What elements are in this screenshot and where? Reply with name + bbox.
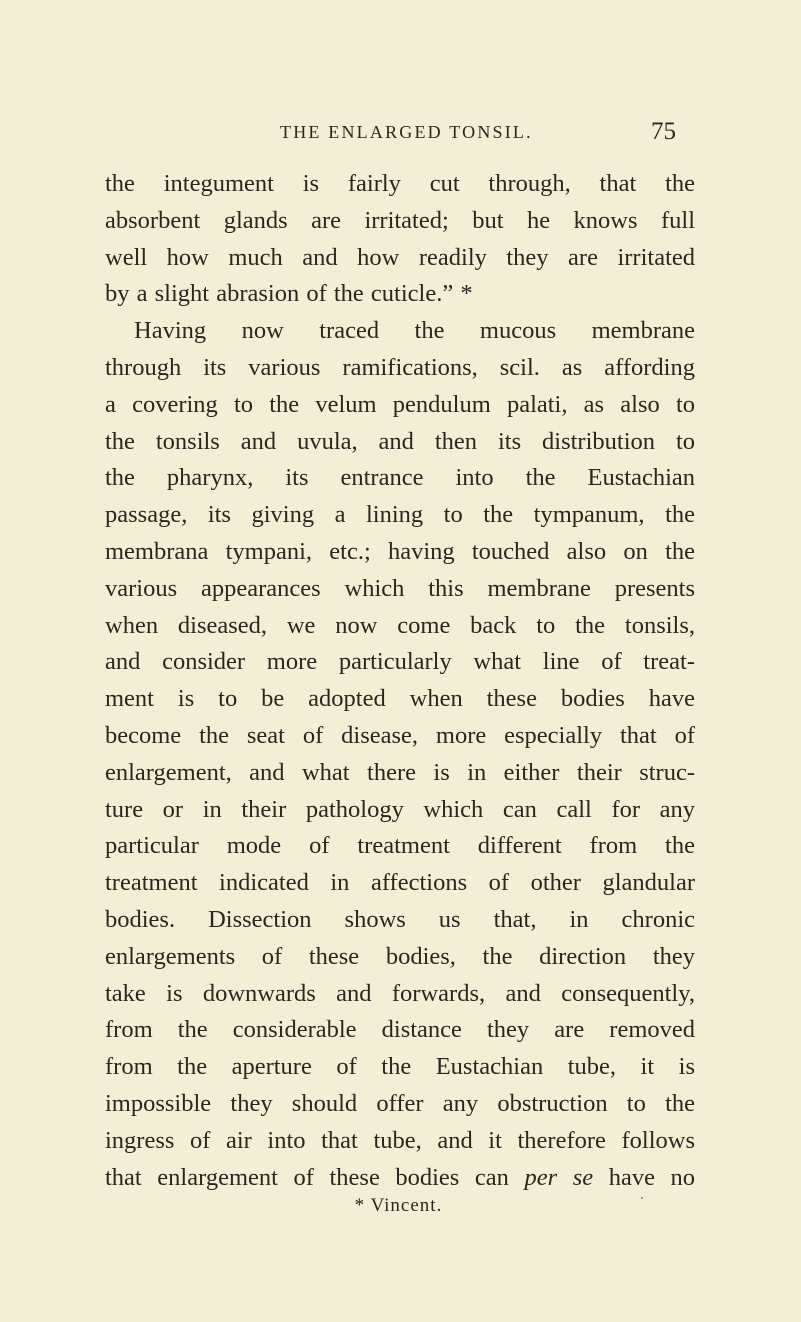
text-line: by a slight abrasion of the cuticle.” * bbox=[105, 280, 473, 308]
text-line: various appearances which this membrane presents bbox=[105, 574, 695, 602]
text-line: well how much and how readily they are irritated bbox=[105, 243, 695, 271]
text-line: from the considerable distance they are removed bbox=[105, 1016, 695, 1044]
text-line: a covering to the velum pendulum palati, as also to bbox=[105, 390, 695, 418]
text-line: take is downwards and forwards, and consequently, bbox=[105, 979, 695, 1007]
page-number: 75 bbox=[651, 118, 676, 145]
print-speck bbox=[641, 1197, 643, 1199]
text-line: the tonsils and uvula, and then its distribution to bbox=[105, 427, 695, 455]
text-line: and consider more particularly what line of treat- bbox=[105, 648, 695, 676]
text-line: when diseased, we now come back to the tonsils, bbox=[105, 611, 695, 639]
text-line: bodies. Dissection shows us that, in chronic bbox=[105, 905, 695, 933]
running-title: THE ENLARGED TONSIL. bbox=[280, 122, 533, 142]
running-head bbox=[0, 118, 801, 148]
text-line: through its various ramifications, scil. as affording bbox=[105, 353, 695, 381]
last-line-start: that enlargement of these bodies can bbox=[105, 1163, 525, 1191]
paragraph-start-line: Having now traced the mucous membrane bbox=[134, 317, 695, 345]
text-line: impossible they should offer any obstruction to the bbox=[105, 1089, 695, 1117]
footnote-text: * Vincent. bbox=[354, 1195, 443, 1216]
text-line: become the seat of disease, more especially that of bbox=[105, 721, 695, 749]
text-line: ture or in their pathology which can call for any bbox=[105, 795, 695, 823]
text-line: the pharynx, its entrance into the Eustachian bbox=[105, 464, 695, 492]
footnote bbox=[0, 1195, 801, 1217]
last-line-end: have no bbox=[593, 1163, 696, 1191]
body-text bbox=[105, 166, 695, 1196]
italic-phrase: per se bbox=[524, 1163, 594, 1191]
text-line: treatment indicated in affections of other glandular bbox=[105, 869, 695, 897]
text-line: membrana tympani, etc.; having touched also on the bbox=[105, 537, 695, 565]
text-line: enlargement, and what there is in either their struc- bbox=[105, 758, 695, 786]
text-line: enlargements of these bodies, the direction they bbox=[105, 942, 695, 970]
text-line: passage, its giving a lining to the tympanum, the bbox=[105, 501, 695, 529]
last-text-line bbox=[105, 1160, 695, 1197]
text-line: from the aperture of the Eustachian tube, it is bbox=[105, 1053, 695, 1081]
text-line: particular mode of treatment different from the bbox=[105, 832, 695, 860]
text-line: ment is to be adopted when these bodies have bbox=[105, 685, 695, 713]
text-line: the integument is fairly cut through, that the bbox=[105, 170, 695, 197]
text-line: absorbent glands are irritated; but he knows full bbox=[105, 206, 695, 234]
text-line: ingress of air into that tube, and it therefore follows bbox=[105, 1126, 695, 1154]
